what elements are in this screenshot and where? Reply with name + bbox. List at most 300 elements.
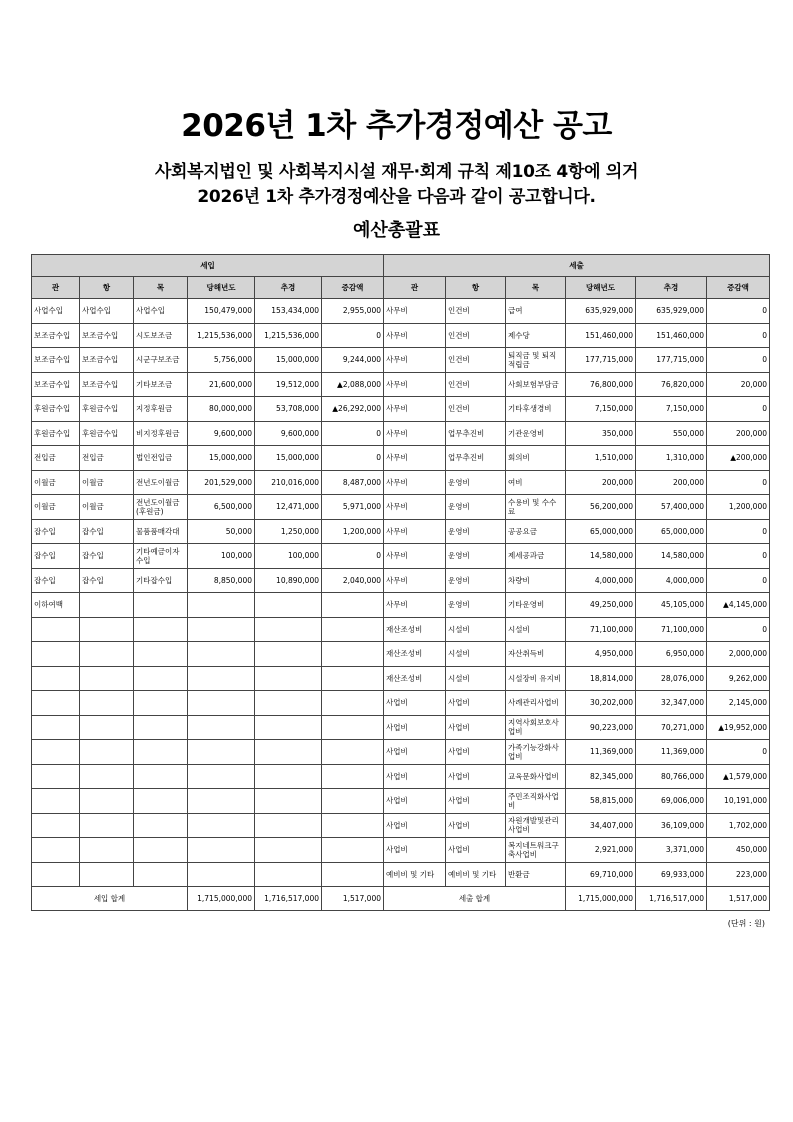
table-row: [32, 691, 770, 716]
expense-mok-cell: 반환금: [506, 862, 566, 887]
revenue-mok-cell: 물품품매각대: [134, 519, 188, 544]
expense-change-cell: 0: [707, 568, 770, 593]
expense-hang-cell: 운영비: [446, 568, 506, 593]
revenue-mok-cell: [134, 813, 188, 838]
expense-current-cell: 4,950,000: [566, 642, 636, 667]
expense-gwan-cell: 사업비: [384, 813, 446, 838]
revenue-change-cell: [322, 789, 384, 814]
table-row: [32, 372, 770, 397]
revenue-gwan-cell: 후원금수입: [32, 421, 80, 446]
expense-hang-cell: 운영비: [446, 495, 506, 520]
expense-supplementary-cell: 11,369,000: [636, 740, 707, 765]
expense-gwan-cell: 사무비: [384, 446, 446, 471]
expense-mok-cell: 복지네트워크구축사업비: [506, 838, 566, 863]
expense-total-label: 세출 합계: [384, 887, 566, 911]
revenue-hang-cell: 전입금: [80, 446, 134, 471]
expense-change-cell: 2,145,000: [707, 691, 770, 716]
revenue-current-cell: 80,000,000: [188, 397, 255, 422]
expense-hang-cell: 업무추진비: [446, 446, 506, 471]
expense-hang-cell: 사업비: [446, 691, 506, 716]
revenue-supplementary-cell: [255, 617, 322, 642]
column-header: 추경: [255, 277, 322, 299]
table-row: [32, 813, 770, 838]
revenue-supplementary-cell: 19,512,000: [255, 372, 322, 397]
revenue-change-cell: 2,955,000: [322, 299, 384, 324]
page-title: 2026년 1차 추가경정예산 공고: [181, 108, 612, 144]
expense-current-cell: 82,345,000: [566, 764, 636, 789]
revenue-mok-cell: 전년도이월금: [134, 470, 188, 495]
table-row: [32, 446, 770, 471]
expense-supplementary-cell: 28,076,000: [636, 666, 707, 691]
revenue-supplementary-cell: [255, 593, 322, 618]
revenue-current-cell: [188, 642, 255, 667]
revenue-gwan-cell: 사업수입: [32, 299, 80, 324]
revenue-supplementary-cell: [255, 813, 322, 838]
expense-gwan-cell: 사무비: [384, 568, 446, 593]
expense-hang-cell: 인건비: [446, 372, 506, 397]
budget-table-body: [32, 299, 770, 887]
revenue-current-cell: [188, 789, 255, 814]
revenue-mok-cell: 비지정후원금: [134, 421, 188, 446]
totals-row: [32, 887, 770, 911]
expense-current-cell: 151,460,000: [566, 323, 636, 348]
expense-mok-cell: 회의비: [506, 446, 566, 471]
subtitle-line-2: 2026년 1차 추가경정예산을 다음과 같이 공고합니다.: [197, 187, 596, 207]
expense-supplementary-cell: 7,150,000: [636, 397, 707, 422]
revenue-supplementary-cell: [255, 789, 322, 814]
revenue-supplementary-cell: [255, 838, 322, 863]
expense-hang-cell: 사업비: [446, 813, 506, 838]
expense-supplementary-cell: 4,000,000: [636, 568, 707, 593]
revenue-hang-cell: 잡수입: [80, 568, 134, 593]
revenue-total-label: 세입 합계: [32, 887, 188, 911]
revenue-hang-cell: [80, 593, 134, 618]
revenue-current-cell: [188, 617, 255, 642]
expense-supplementary-cell: 550,000: [636, 421, 707, 446]
revenue-mok-cell: 기타잡수입: [134, 568, 188, 593]
table-row: [32, 764, 770, 789]
column-header: 증감액: [322, 277, 384, 299]
revenue-hang-cell: [80, 838, 134, 863]
revenue-gwan-cell: 잡수입: [32, 568, 80, 593]
expense-gwan-cell: 재산조성비: [384, 642, 446, 667]
expense-mok-cell: 시설장비 유지비: [506, 666, 566, 691]
revenue-current-cell: [188, 740, 255, 765]
table-row: [32, 666, 770, 691]
expense-current-cell: 14,580,000: [566, 544, 636, 569]
expense-hang-cell: 사업비: [446, 715, 506, 740]
revenue-gwan-cell: 보조금수입: [32, 348, 80, 373]
revenue-change-cell: [322, 691, 384, 716]
revenue-supplementary-cell: [255, 740, 322, 765]
expense-mok-cell: 사회보험부담금: [506, 372, 566, 397]
revenue-mok-cell: [134, 666, 188, 691]
expense-mok-cell: 시설비: [506, 617, 566, 642]
revenue-change-cell: [322, 838, 384, 863]
revenue-current-cell: 201,529,000: [188, 470, 255, 495]
revenue-mok-cell: 지정후원금: [134, 397, 188, 422]
expense-change-cell: 0: [707, 470, 770, 495]
expense-gwan-cell: 재산조성비: [384, 617, 446, 642]
revenue-gwan-cell: 보조금수입: [32, 323, 80, 348]
expense-change-cell: 0: [707, 397, 770, 422]
revenue-current-cell: 1,215,536,000: [188, 323, 255, 348]
expense-total-change: 1,517,000: [707, 887, 770, 911]
expense-supplementary-cell: 177,715,000: [636, 348, 707, 373]
revenue-hang-cell: 후원금수입: [80, 421, 134, 446]
expense-mok-cell: 가족기능강화사업비: [506, 740, 566, 765]
expense-gwan-cell: 사업비: [384, 764, 446, 789]
expense-hang-cell: 시설비: [446, 666, 506, 691]
expense-gwan-cell: 예비비 및 기타: [384, 862, 446, 887]
expense-change-cell: ▲4,145,000: [707, 593, 770, 618]
table-row: [32, 544, 770, 569]
revenue-mok-cell: 기타예금이자수입: [134, 544, 188, 569]
revenue-supplementary-cell: 9,600,000: [255, 421, 322, 446]
expense-mok-cell: 지역사회보호사업비: [506, 715, 566, 740]
expense-mok-cell: 급여: [506, 299, 566, 324]
expense-supplementary-cell: 45,105,000: [636, 593, 707, 618]
expense-gwan-cell: 사업비: [384, 740, 446, 765]
revenue-hang-cell: [80, 862, 134, 887]
revenue-change-cell: [322, 666, 384, 691]
expense-change-cell: 0: [707, 544, 770, 569]
table-row: [32, 470, 770, 495]
column-header: 항: [80, 277, 134, 299]
revenue-supplementary-cell: 15,000,000: [255, 446, 322, 471]
column-header: 목: [134, 277, 188, 299]
expense-mok-cell: 공공요금: [506, 519, 566, 544]
table-row: [32, 789, 770, 814]
revenue-gwan-cell: 잡수입: [32, 544, 80, 569]
revenue-gwan-cell: 전입금: [32, 446, 80, 471]
revenue-gwan-cell: 보조금수입: [32, 372, 80, 397]
revenue-current-cell: 8,850,000: [188, 568, 255, 593]
revenue-hang-cell: 잡수입: [80, 519, 134, 544]
expense-gwan-cell: 사업비: [384, 715, 446, 740]
table-row: [32, 348, 770, 373]
table-row: [32, 740, 770, 765]
expense-current-cell: 49,250,000: [566, 593, 636, 618]
revenue-current-cell: [188, 715, 255, 740]
revenue-current-cell: 5,756,000: [188, 348, 255, 373]
expense-supplementary-cell: 3,371,000: [636, 838, 707, 863]
column-header: 증감액: [707, 277, 770, 299]
expense-gwan-cell: 사무비: [384, 495, 446, 520]
table-row: [32, 862, 770, 887]
expense-current-cell: 177,715,000: [566, 348, 636, 373]
revenue-hang-cell: [80, 666, 134, 691]
expense-current-cell: 18,814,000: [566, 666, 636, 691]
revenue-total-supplementary: 1,716,517,000: [255, 887, 322, 911]
table-row: [32, 421, 770, 446]
expense-gwan-cell: 사무비: [384, 299, 446, 324]
revenue-change-cell: 1,200,000: [322, 519, 384, 544]
expense-supplementary-cell: 6,950,000: [636, 642, 707, 667]
expense-change-cell: 450,000: [707, 838, 770, 863]
revenue-current-cell: 21,600,000: [188, 372, 255, 397]
revenue-current-cell: [188, 838, 255, 863]
revenue-mok-cell: [134, 642, 188, 667]
revenue-change-cell: [322, 642, 384, 667]
table-row: [32, 642, 770, 667]
revenue-supplementary-cell: [255, 691, 322, 716]
revenue-current-cell: [188, 862, 255, 887]
table-row: [32, 715, 770, 740]
expense-hang-cell: 예비비 및 기타: [446, 862, 506, 887]
expense-mok-cell: 수용비 및 수수료: [506, 495, 566, 520]
expense-current-cell: 7,150,000: [566, 397, 636, 422]
expense-hang-cell: 운영비: [446, 470, 506, 495]
revenue-supplementary-cell: 153,434,000: [255, 299, 322, 324]
expense-gwan-cell: 사무비: [384, 593, 446, 618]
expense-current-cell: 76,800,000: [566, 372, 636, 397]
expense-supplementary-cell: 151,460,000: [636, 323, 707, 348]
revenue-change-cell: 0: [322, 323, 384, 348]
revenue-hang-cell: 후원금수입: [80, 397, 134, 422]
revenue-change-cell: 9,244,000: [322, 348, 384, 373]
revenue-hang-cell: [80, 813, 134, 838]
expense-current-cell: 635,929,000: [566, 299, 636, 324]
revenue-change-cell: [322, 593, 384, 618]
expense-supplementary-cell: 57,400,000: [636, 495, 707, 520]
expense-gwan-cell: 사업비: [384, 789, 446, 814]
revenue-supplementary-cell: 12,471,000: [255, 495, 322, 520]
expense-supplementary-cell: 76,820,000: [636, 372, 707, 397]
expense-change-cell: 0: [707, 740, 770, 765]
revenue-supplementary-cell: 53,708,000: [255, 397, 322, 422]
revenue-mok-cell: [134, 691, 188, 716]
expense-supplementary-cell: 36,109,000: [636, 813, 707, 838]
expense-mok-cell: 자원개발및관리사업비: [506, 813, 566, 838]
column-header: 관: [32, 277, 80, 299]
expense-current-cell: 90,223,000: [566, 715, 636, 740]
expense-change-cell: ▲200,000: [707, 446, 770, 471]
revenue-change-cell: 2,040,000: [322, 568, 384, 593]
expense-change-cell: 20,000: [707, 372, 770, 397]
column-header: 당해년도: [566, 277, 636, 299]
expense-mok-cell: 주민조직화사업비: [506, 789, 566, 814]
expense-change-cell: 0: [707, 299, 770, 324]
expense-gwan-cell: 사무비: [384, 544, 446, 569]
expense-change-cell: 9,262,000: [707, 666, 770, 691]
table-row: [32, 323, 770, 348]
revenue-change-cell: 8,487,000: [322, 470, 384, 495]
revenue-supplementary-cell: [255, 715, 322, 740]
expense-hang-cell: 시설비: [446, 642, 506, 667]
expense-supplementary-cell: 32,347,000: [636, 691, 707, 716]
revenue-mok-cell: [134, 789, 188, 814]
expense-change-cell: 223,000: [707, 862, 770, 887]
revenue-mok-cell: [134, 838, 188, 863]
revenue-total-current: 1,715,000,000: [188, 887, 255, 911]
expense-mok-cell: 자산취득비: [506, 642, 566, 667]
revenue-supplementary-cell: 1,250,000: [255, 519, 322, 544]
expense-supplementary-cell: 65,000,000: [636, 519, 707, 544]
table-row: [32, 299, 770, 324]
expense-gwan-cell: 재산조성비: [384, 666, 446, 691]
revenue-hang-cell: [80, 740, 134, 765]
revenue-gwan-cell: 이하여백: [32, 593, 80, 618]
revenue-change-cell: 0: [322, 421, 384, 446]
revenue-change-cell: [322, 715, 384, 740]
revenue-gwan-cell: 후원금수입: [32, 397, 80, 422]
revenue-gwan-cell: [32, 642, 80, 667]
revenue-current-cell: [188, 813, 255, 838]
expense-hang-cell: 인건비: [446, 299, 506, 324]
expense-gwan-cell: 사무비: [384, 421, 446, 446]
revenue-mok-cell: 기타보조금: [134, 372, 188, 397]
revenue-change-cell: 0: [322, 446, 384, 471]
column-header: 당해년도: [188, 277, 255, 299]
revenue-mok-cell: [134, 617, 188, 642]
expense-current-cell: 4,000,000: [566, 568, 636, 593]
revenue-current-cell: 9,600,000: [188, 421, 255, 446]
column-header-row: [32, 277, 770, 299]
expense-current-cell: 58,815,000: [566, 789, 636, 814]
expense-mok-cell: 제수당: [506, 323, 566, 348]
revenue-hang-cell: [80, 617, 134, 642]
expense-hang-cell: 인건비: [446, 397, 506, 422]
revenue-current-cell: 100,000: [188, 544, 255, 569]
revenue-hang-cell: [80, 642, 134, 667]
expense-current-cell: 2,921,000: [566, 838, 636, 863]
revenue-mok-cell: 시군구보조금: [134, 348, 188, 373]
expense-hang-cell: 사업비: [446, 789, 506, 814]
expense-gwan-cell: 사업비: [384, 838, 446, 863]
revenue-gwan-cell: 이월금: [32, 495, 80, 520]
revenue-supplementary-cell: 15,000,000: [255, 348, 322, 373]
expense-supplementary-cell: 200,000: [636, 470, 707, 495]
expense-change-cell: 0: [707, 348, 770, 373]
budget-summary-table: [31, 254, 770, 911]
expense-supplementary-cell: 635,929,000: [636, 299, 707, 324]
expense-hang-cell: 인건비: [446, 348, 506, 373]
revenue-hang-cell: [80, 764, 134, 789]
revenue-hang-cell: 보조금수입: [80, 323, 134, 348]
revenue-gwan-cell: 이월금: [32, 470, 80, 495]
revenue-hang-cell: [80, 789, 134, 814]
revenue-change-cell: [322, 813, 384, 838]
expense-group-header: 세출: [384, 255, 770, 277]
revenue-change-cell: 0: [322, 544, 384, 569]
table-row: [32, 593, 770, 618]
expense-current-cell: 65,000,000: [566, 519, 636, 544]
expense-change-cell: 0: [707, 617, 770, 642]
revenue-change-cell: 5,971,000: [322, 495, 384, 520]
expense-supplementary-cell: 70,271,000: [636, 715, 707, 740]
expense-mok-cell: 여비: [506, 470, 566, 495]
revenue-mok-cell: [134, 715, 188, 740]
column-header: 항: [446, 277, 506, 299]
expense-hang-cell: 업무추진비: [446, 421, 506, 446]
revenue-supplementary-cell: [255, 764, 322, 789]
expense-total-supplementary: 1,716,517,000: [636, 887, 707, 911]
revenue-hang-cell: 보조금수입: [80, 372, 134, 397]
revenue-mok-cell: 사업수입: [134, 299, 188, 324]
revenue-current-cell: 150,479,000: [188, 299, 255, 324]
revenue-gwan-cell: 잡수입: [32, 519, 80, 544]
expense-current-cell: 350,000: [566, 421, 636, 446]
table-row: [32, 519, 770, 544]
revenue-change-cell: ▲2,088,000: [322, 372, 384, 397]
expense-current-cell: 200,000: [566, 470, 636, 495]
expense-change-cell: 10,191,000: [707, 789, 770, 814]
revenue-mok-cell: 법인전입금: [134, 446, 188, 471]
revenue-supplementary-cell: 210,016,000: [255, 470, 322, 495]
revenue-hang-cell: 보조금수입: [80, 348, 134, 373]
expense-mok-cell: 기관운영비: [506, 421, 566, 446]
revenue-gwan-cell: [32, 789, 80, 814]
revenue-supplementary-cell: [255, 642, 322, 667]
revenue-hang-cell: [80, 691, 134, 716]
column-header: 추경: [636, 277, 707, 299]
expense-hang-cell: 사업비: [446, 740, 506, 765]
revenue-gwan-cell: [32, 838, 80, 863]
expense-supplementary-cell: 69,006,000: [636, 789, 707, 814]
table-row: [32, 617, 770, 642]
revenue-change-cell: ▲26,292,000: [322, 397, 384, 422]
expense-mok-cell: 퇴직금 및 퇴직적립금: [506, 348, 566, 373]
expense-hang-cell: 인건비: [446, 323, 506, 348]
expense-supplementary-cell: 69,933,000: [636, 862, 707, 887]
revenue-hang-cell: 이월금: [80, 470, 134, 495]
revenue-gwan-cell: [32, 666, 80, 691]
revenue-current-cell: 15,000,000: [188, 446, 255, 471]
expense-mok-cell: 기타후생경비: [506, 397, 566, 422]
expense-current-cell: 34,407,000: [566, 813, 636, 838]
expense-hang-cell: 운영비: [446, 519, 506, 544]
expense-gwan-cell: 사무비: [384, 348, 446, 373]
revenue-supplementary-cell: 10,890,000: [255, 568, 322, 593]
expense-hang-cell: 운영비: [446, 593, 506, 618]
expense-hang-cell: 시설비: [446, 617, 506, 642]
expense-current-cell: 1,510,000: [566, 446, 636, 471]
expense-hang-cell: 사업비: [446, 764, 506, 789]
expense-mok-cell: 교육문화사업비: [506, 764, 566, 789]
revenue-current-cell: [188, 593, 255, 618]
revenue-gwan-cell: [32, 862, 80, 887]
revenue-gwan-cell: [32, 691, 80, 716]
table-row: [32, 568, 770, 593]
table-row: [32, 397, 770, 422]
expense-change-cell: ▲1,579,000: [707, 764, 770, 789]
revenue-mok-cell: [134, 764, 188, 789]
revenue-total-change: 1,517,000: [322, 887, 384, 911]
revenue-supplementary-cell: [255, 666, 322, 691]
expense-mok-cell: 기타운영비: [506, 593, 566, 618]
revenue-mok-cell: [134, 862, 188, 887]
expense-change-cell: 0: [707, 519, 770, 544]
expense-current-cell: 71,100,000: [566, 617, 636, 642]
revenue-mok-cell: 시도보조금: [134, 323, 188, 348]
expense-current-cell: 11,369,000: [566, 740, 636, 765]
revenue-change-cell: [322, 764, 384, 789]
revenue-current-cell: [188, 691, 255, 716]
revenue-mok-cell: [134, 740, 188, 765]
expense-supplementary-cell: 80,766,000: [636, 764, 707, 789]
revenue-gwan-cell: [32, 617, 80, 642]
expense-gwan-cell: 사업비: [384, 691, 446, 716]
revenue-supplementary-cell: 100,000: [255, 544, 322, 569]
revenue-mok-cell: 전년도이월금(후원금): [134, 495, 188, 520]
expense-gwan-cell: 사무비: [384, 470, 446, 495]
revenue-mok-cell: [134, 593, 188, 618]
expense-gwan-cell: 사무비: [384, 372, 446, 397]
expense-current-cell: 30,202,000: [566, 691, 636, 716]
revenue-gwan-cell: [32, 715, 80, 740]
group-header-row: [32, 255, 770, 277]
